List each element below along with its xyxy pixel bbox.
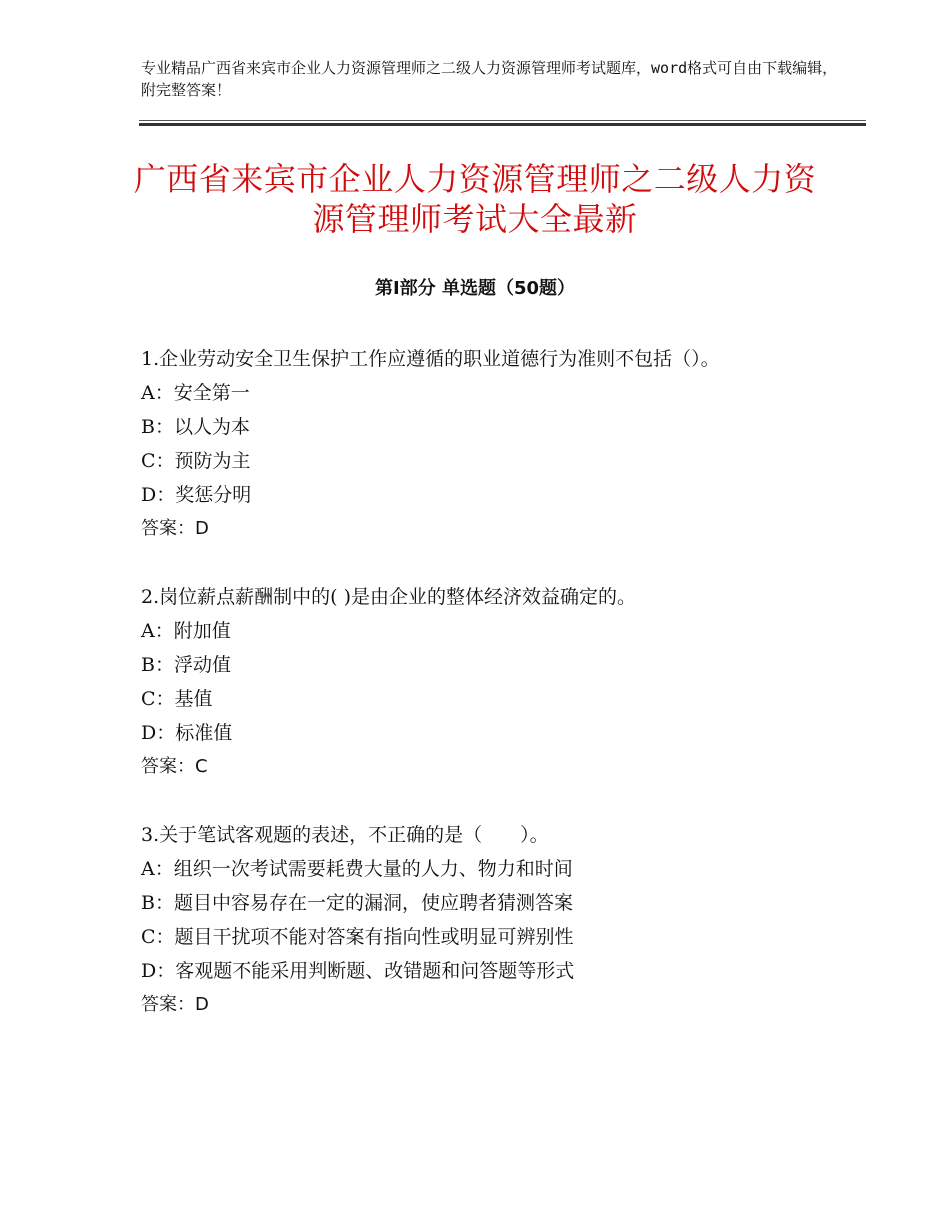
option-b: B：以人为本 [141, 416, 250, 438]
option-b: B：题目中容易存在一定的漏洞，使应聘者猜测答案 [141, 892, 573, 914]
question-stem: 2.岗位薪点薪酬制中的( )是由企业的整体经济效益确定的。 [141, 586, 636, 608]
document-title: 广西省来宾市企业人力资源管理师之二级人力资源管理师考试大全最新 [133, 160, 817, 238]
header-divider-thick [139, 123, 866, 126]
question-list [141, 342, 831, 1056]
option-c: C：预防为主 [141, 450, 251, 472]
question-1 [141, 342, 831, 546]
option-c: C：题目干扰项不能对答案有指向性或明显可辨别性 [141, 926, 574, 948]
answer-label: 答案：D [141, 994, 209, 1015]
question-3 [141, 818, 831, 1022]
option-d: D：标准值 [141, 722, 233, 744]
question-2 [141, 580, 831, 784]
header-note: 专业精品广西省来宾市企业人力资源管理师之二级人力资源管理师考试题库，word格式可自由下载编辑，附完整答案！ [141, 59, 838, 99]
option-b: B：浮动值 [141, 654, 231, 676]
option-d: D：奖惩分明 [141, 484, 252, 506]
answer-label: 答案：C [141, 756, 208, 777]
option-d: D：客观题不能采用判断题、改错题和问答题等形式 [141, 960, 575, 982]
option-a: A：附加值 [141, 620, 231, 642]
question-stem: 1.企业劳动安全卫生保护工作应遵循的职业道德行为准则不包括（）。 [141, 348, 720, 370]
section-title: 第Ⅰ部分 单选题（50题） [374, 278, 575, 299]
question-stem: 3.关于笔试客观题的表述，不正确的是（ ）。 [141, 824, 549, 846]
option-a: A：组织一次考试需要耗费大量的人力、物力和时间 [141, 858, 573, 880]
option-a: A：安全第一 [141, 382, 250, 404]
option-c: C：基值 [141, 688, 213, 710]
header-divider-thin [139, 120, 866, 121]
answer-label: 答案：D [141, 518, 209, 539]
